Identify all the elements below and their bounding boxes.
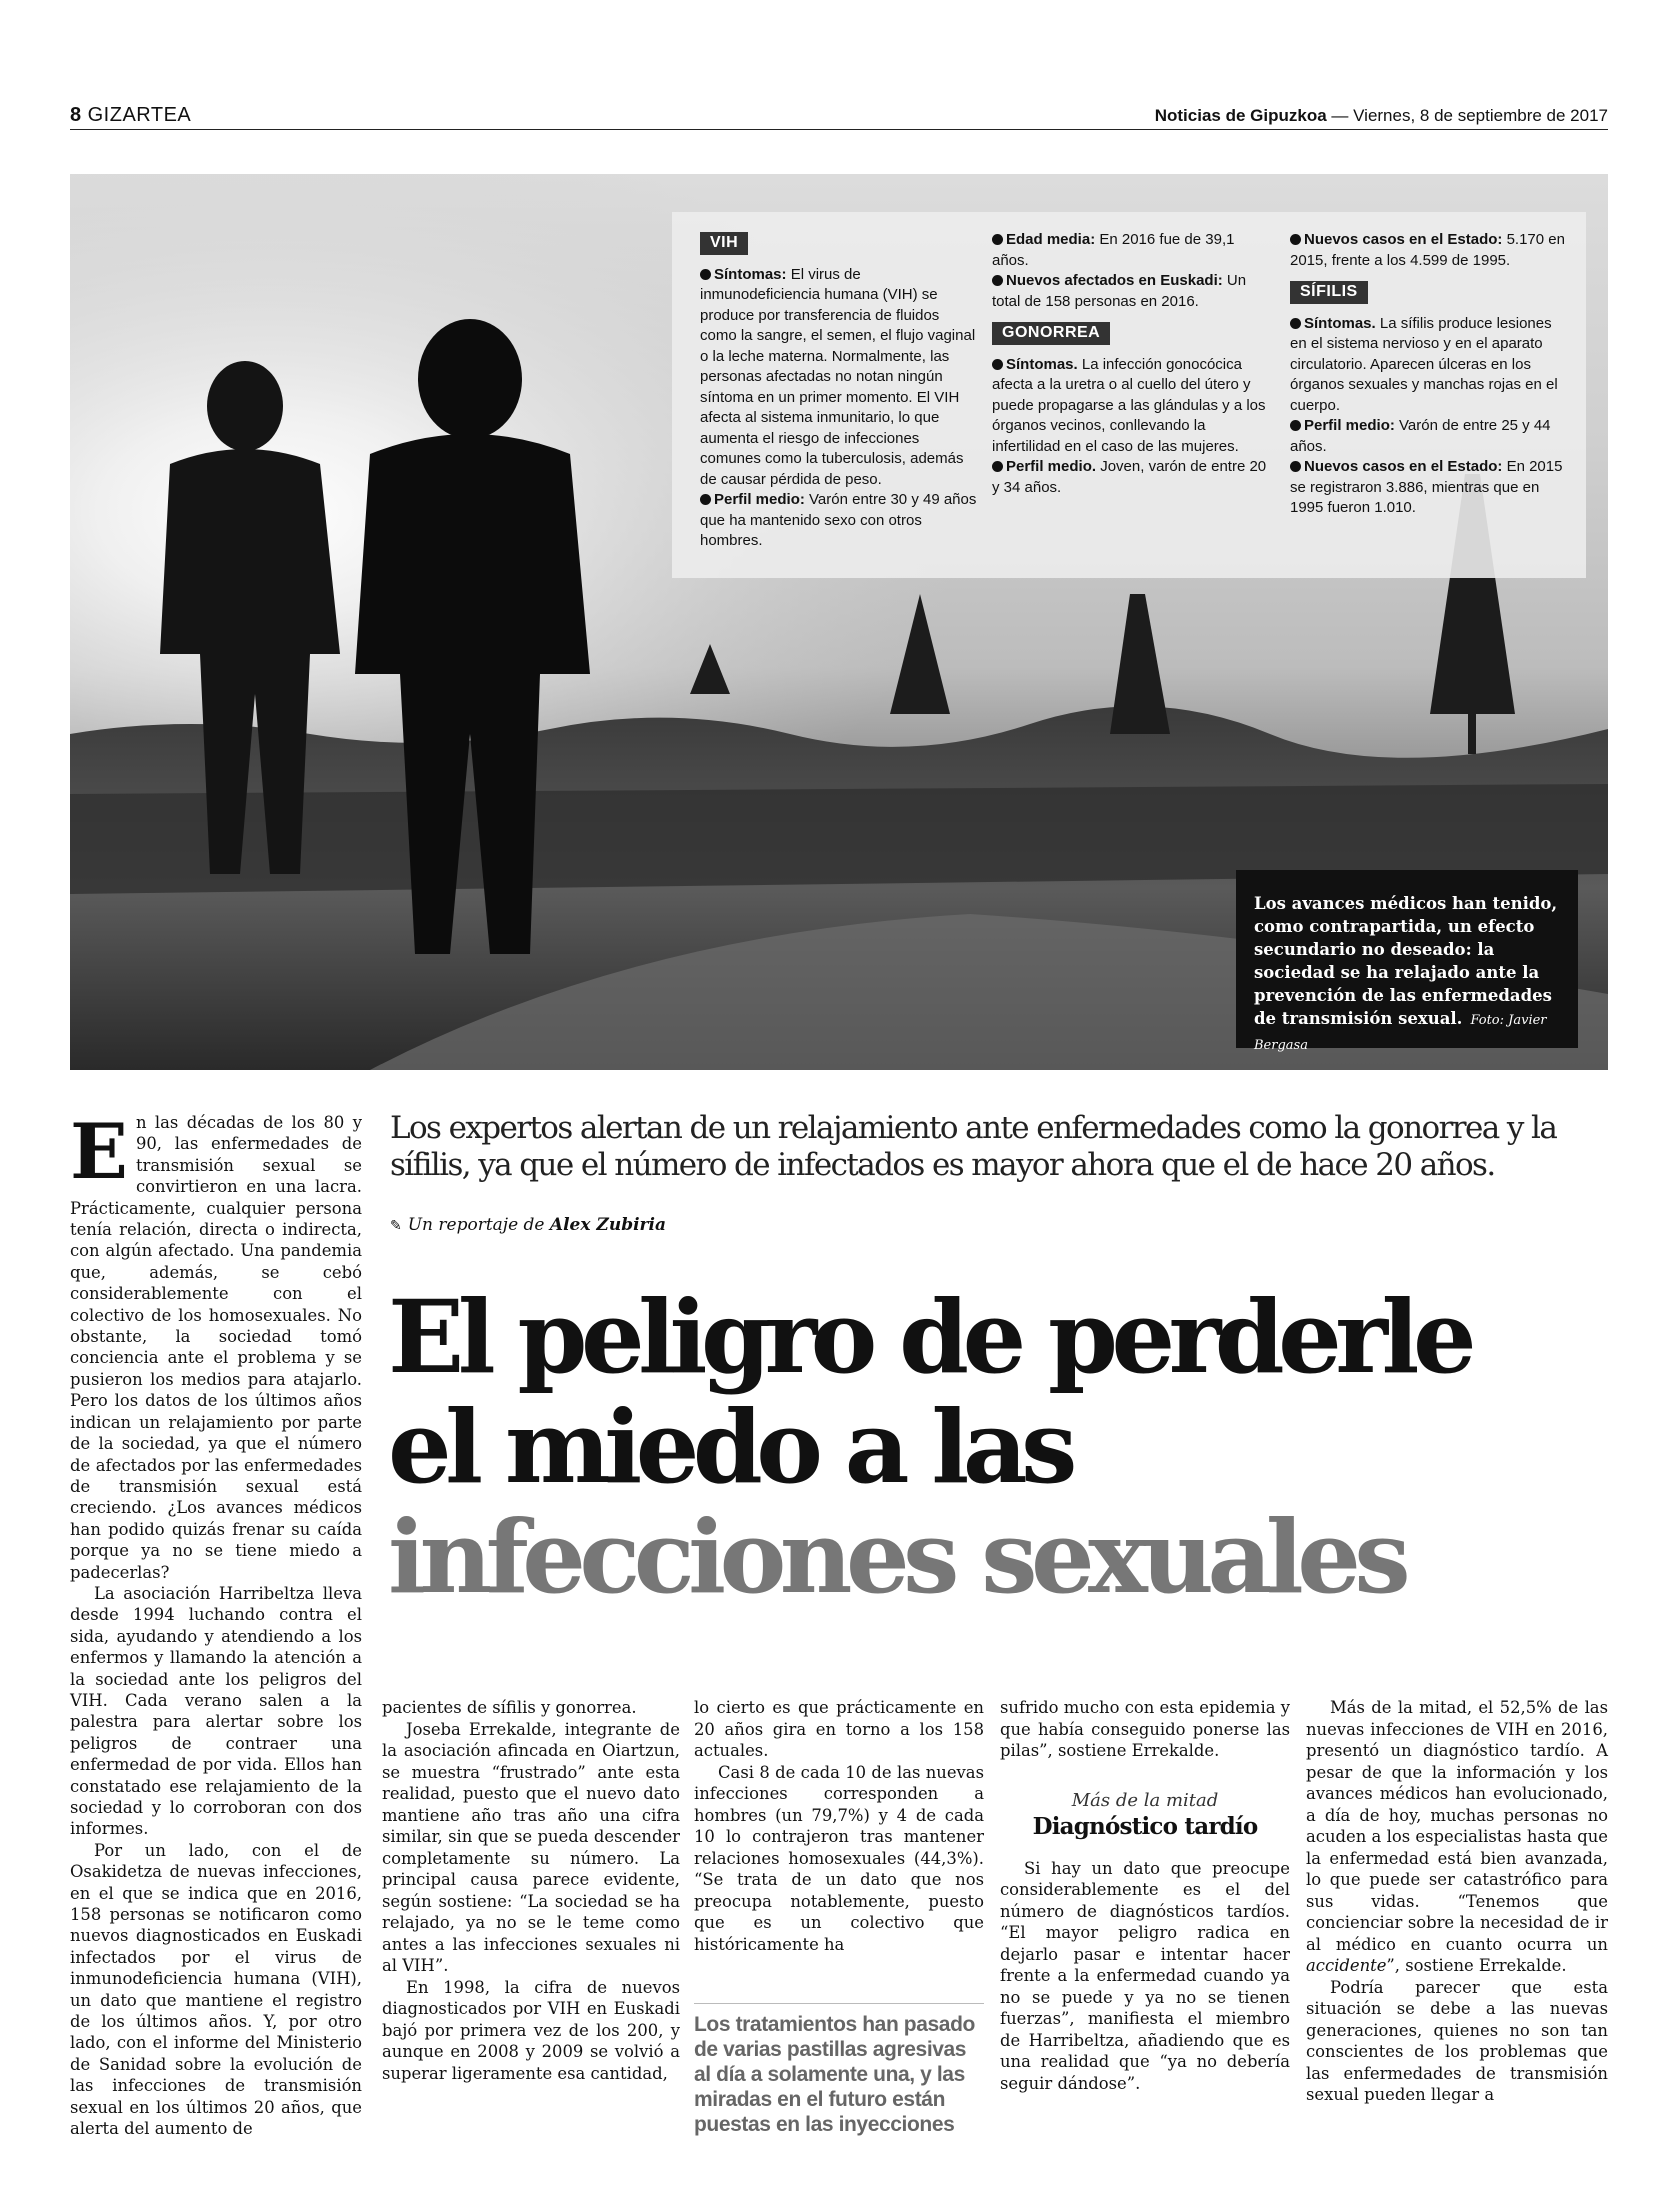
col3-paragraph-2: Si hay un dato que preocupe considerablemente es el del número de diagnósticos tardíos. “El mayor peligro radica en dejarlo pasar e intentar hacer frente a la enfermedad cuando ya no se puede y ya no se tienen fuerzas”, manifiesta el miembro de Harribeltza, añadiendo que es una realidad que “ya no debería seguir dándose”. (1000, 1858, 1290, 2093)
vih-euskadi-text: Un total de 158 personas en 2016. (992, 272, 1247, 310)
gonorrea-sintomas (992, 355, 1272, 458)
gonorrea-estado (1290, 230, 1570, 271)
article-deck: Los expertos alertan de un relajamiento ante enfermedades como la gonorrea y la sífilis, ya que el número de infectados es mayor ahora que el de hace 20 años. (390, 1110, 1557, 1183)
col4-paragraph-1 (1306, 1697, 1608, 1977)
sifilis-perfil-label: Perfil medio: (1304, 417, 1395, 434)
gonorrea-sintomas-text: La infección gonocócica afecta a la uretra o al cuello del útero y puede propagarse a las glándulas y a los órganos vecinos, conllevando la infertilidad en el caso de las mujeres. (992, 355, 1266, 455)
tag-sifilis: SÍFILIS (1290, 281, 1368, 304)
byline (390, 1215, 666, 1235)
lead-p1-text: n las décadas de los 80 y 90, las enfermedades de transmisión sexual se convirtieron en una lacra. Prácticamente, cualquier persona tenía relación, directa o indirecta, con algún afectado. Una pandemia que, además, se cebó considerablemente con el colectivo de los homosexuales. No obstante, la sociedad tomó conciencia ante el problema y se pusieron los medios para atajarlo. Pero los datos de los últimos años indican un relajamiento por parte de la sociedad, ya que el número de afectados por las enfermedades de transmisión sexual está creciendo. ¿Los avances médicos han podido quizás frenar su caída porque ya no se tiene miedo a padecerlas? (70, 1113, 362, 1582)
sifilis-estado-text: En 2015 se registraron 3.886, mientras que en 1995 fueron 1.010. (1290, 458, 1563, 516)
col1-paragraph-3: En 1998, la cifra de nuevos diagnosticados por VIH en Euskadi bajó por primera vez de los 200, y aunque en 2008 y 2009 se volvió a superar ligeramente esa cantidad, (382, 1977, 680, 2083)
issue-date: — Viernes, 8 de septiembre de 2017 (1331, 106, 1608, 125)
vih-sintomas-text: El virus de inmunodeficiencia humana (VIH) se produce por transferencia de fluidos como la sangre, el semen, el flujo vaginal o la leche materna. Normalmente, las personas afectadas no notan ningún síntoma en un primer momento. El VIH afecta al sistema inmunitario, lo que aumenta el riesgo de infecciones comunes como la tuberculosis, además de causar pérdida de peso. (700, 265, 976, 488)
body-column-1 (382, 1697, 680, 2084)
vih-sintomas (700, 265, 980, 491)
sifilis-sintomas-label: Síntomas. (1304, 314, 1376, 332)
vih-edad (992, 230, 1272, 271)
body-column-4 (1306, 1697, 1608, 2106)
infobox (672, 212, 1586, 578)
infobox-column-right (1290, 230, 1570, 519)
col1-paragraph-1: pacientes de sífilis y gonorrea. (382, 1698, 637, 1717)
col4-emphasis: accidente (1306, 1956, 1387, 1975)
vih-perfil-text: Varón entre 30 y 49 años que ha mantenido sexo con otros hombres. (700, 491, 977, 549)
sifilis-perfil-text: Varón de entre 25 y 44 años. (1290, 417, 1551, 455)
sifilis-estado (1290, 457, 1570, 519)
col1-paragraph-2: Joseba Errekalde, integrante de la asociación afincada en Oiartzun, se muestra “frustrado” ante esta realidad, puesto que el nuevo dato mantiene año tras año una cifra similar, sin que se pueda descender completamente su número. La principal causa parece evidente, según sostiene: “La sociedad se ha relajado, ya no se le teme como antes a las infecciones sexuales ni al VIH”. (382, 1719, 680, 1975)
tag-gonorrea: GONORREA (992, 322, 1110, 345)
pencil-icon: ✎ (390, 1218, 402, 1234)
col2-paragraph-2: Casi 8 de cada 10 de las nuevas infecciones corresponden a hombres (un 79,7%) y 4 de cada 10 lo contrajeron tras mantener relaciones homosexuales (44,3%). “Se trata de un dato que nos preocupa notablemente, puesto que es un colectivo que históricamente ha (694, 1762, 984, 1954)
vih-edad-text: En 2016 fue de 39,1 años. (992, 231, 1235, 269)
lead-column (70, 1107, 362, 2140)
vih-perfil-label: Perfil medio: (714, 491, 805, 508)
col4-paragraph-2: Podría parecer que esta situación se debe a las nuevas generaciones, quienes no son tan conscientes de los problemas que las enfermedades de transmisión sexual pueden llegar a (1306, 1977, 1608, 2104)
gonorrea-perfil (992, 457, 1272, 498)
vih-euskadi-label: Nuevos afectados en Euskadi: (1006, 272, 1223, 289)
photo-credit: Foto: Javier Bergasa (1254, 1013, 1547, 1053)
col2-paragraph-1: lo cierto es que prácticamente en 20 años gira en torno a los 158 actuales. (694, 1698, 984, 1760)
publication-date (1155, 106, 1608, 126)
headline-line-2: el miedo a las (388, 1388, 1071, 1506)
infobox-column-middle (992, 230, 1272, 498)
headline (388, 1278, 1618, 1616)
sifilis-sintomas-text: La sífilis produce lesiones en el sistema nervioso y en el aparato circulatorio. Aparecen úlceras en los órganos sexuales y manchas rojas en el cuerpo. (1290, 314, 1558, 414)
subheading-title: Diagnóstico tardío (1032, 1813, 1258, 1840)
sifilis-sintomas (1290, 314, 1570, 417)
sifilis-estado-label: Nuevos casos en el Estado: (1304, 458, 1503, 475)
headline-line-1: El peligro de perderle (388, 1278, 1471, 1396)
bullet-icon (700, 494, 711, 505)
page-number: 8 (70, 104, 82, 126)
bullet-icon (700, 269, 711, 280)
byline-author: Alex Zubiria (549, 1215, 666, 1235)
lead-paragraph-2: La asociación Harribeltza lleva desde 1994 luchando contra el sida, ayudando y atendiendo a los enfermos y llamando la atención a la sociedad ante los peligros del VIH. Cada verano salen a la palestra para alertar sobre los peligros de contraer una enfermedad de por vida. Ellos han constatado ese relajamiento de la sociedad y lo corroboran con dos informes. (70, 1583, 362, 1839)
sifilis-perfil (1290, 416, 1570, 457)
tag-vih: VIH (700, 232, 748, 255)
byline-prefix: Un reportaje de (407, 1215, 545, 1235)
gonorrea-perfil-label: Perfil medio. (1006, 458, 1097, 475)
vih-sintomas-label: Síntomas: (714, 265, 787, 283)
headline-line-3: infecciones sexuales (388, 1498, 1405, 1616)
subheading-kicker: Más de la mitad (1071, 1790, 1219, 1811)
caption-text: Los avances médicos han tenido, como contrapartida, un efecto secundario no deseado: la sociedad se ha relajado ante la prevención de las enfermedades de transmisión sexual. (1254, 894, 1558, 1028)
body-column-2 (694, 1697, 984, 1955)
publication-name: Noticias de Gipuzkoa (1154, 106, 1327, 125)
drop-cap: E (70, 1107, 128, 1196)
bullet-icon (992, 275, 1003, 286)
section-name: GIZARTEA (87, 104, 192, 126)
vih-perfil (700, 490, 980, 552)
gonorrea-sintomas-label: Síntomas. (1006, 355, 1078, 373)
lead-paragraph-1 (70, 1107, 362, 1583)
body-column-3 (1000, 1697, 1290, 2094)
pull-quote: Los tratamientos han pasado de varias pastillas agresivas al día a solamente una, y las miradas en el futuro están puestas en las inyecciones (694, 2003, 984, 2137)
bullet-icon (1290, 461, 1301, 472)
main-photo (70, 174, 1608, 1070)
lead-paragraph-3: Por un lado, con el de Osakidetza de nuevas infecciones, en el que se indica que en 2016, 158 personas se notificaron como nuevos diagnosticados en Euskadi infectados por el virus de inmunodeficiencia humana (VIH), un dato que mantiene el registro de los últimos años. Y, por otro lado, con el informe del Ministerio de Sanidad sobre la evolución de las infecciones de transmisión sexual en los últimos 20 años, que alerta del aumento de (70, 1840, 362, 2139)
vih-euskadi (992, 271, 1272, 312)
gonorrea-estado-label: Nuevos casos en el Estado: (1304, 231, 1503, 248)
gonorrea-perfil-text: Joven, varón de entre 20 y 34 años. (992, 458, 1267, 496)
bullet-icon (992, 234, 1003, 245)
col3-paragraph-1: sufrido mucho con esta epidemia y que había conseguido ponerse las pilas”, sostiene Errekalde. (1000, 1698, 1290, 1760)
bullet-icon (1290, 420, 1301, 431)
col4-p1-end: ”, sostiene Errekalde. (1386, 1956, 1567, 1975)
subheading (1000, 1790, 1290, 1840)
col4-p1-text: Más de la mitad, el 52,5% de las nuevas infecciones de VIH en 2016, presentó un diagnóstico tardío. A pesar de que la información y los avances médicos han evolucionado, a día de hoy, muchas personas no acuden a los especialistas hasta que la enfermedad está bien avanzada, lo que puede ser catastrófico para sus vidas. “Tenemos que concienciar sobre la necesidad de ir al médico en cuanto ocurra un (1306, 1698, 1608, 1954)
bullet-icon (992, 359, 1003, 370)
photo-caption (1236, 870, 1578, 1053)
bullet-icon (1290, 318, 1301, 329)
section-label (70, 104, 191, 127)
bullet-icon (1290, 234, 1301, 245)
gonorrea-estado-text: 5.170 en 2015, frente a los 4.599 de 1995. (1290, 231, 1565, 269)
bullet-icon (992, 461, 1003, 472)
vih-edad-label: Edad media: (1006, 231, 1096, 248)
infobox-column-vih (700, 222, 980, 552)
page-header (70, 104, 1608, 130)
